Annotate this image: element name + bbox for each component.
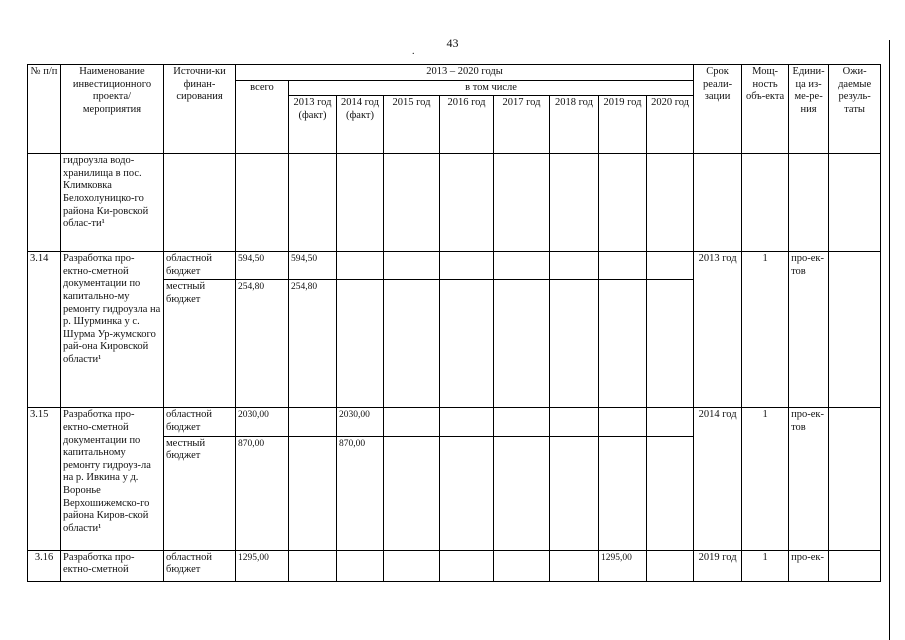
row-capacity: 1	[742, 252, 789, 408]
header-year-2015: 2015 год	[384, 96, 440, 154]
header-source: Источни-ки финан-сирования	[164, 65, 236, 154]
table-row	[28, 408, 881, 436]
row-value-2013	[289, 436, 337, 550]
row-capacity: 1	[742, 408, 789, 550]
header-year-2013: 2013 год (факт)	[289, 96, 337, 154]
row-name: Разработка про-ектно-сметной документации по капитальному ремонту гидроуз-ла на р. Ивкина у д. Воронье Верхошижемско-го района Киров-ской области¹	[61, 408, 164, 550]
continuation-name: гидроузла водо-хранилища в пос. Климковка Белохолуницко-го района Ки-ровской облас-ти¹	[61, 154, 164, 252]
row-value-2019: 1295,00	[599, 550, 647, 581]
row-source: областной бюджет	[164, 550, 236, 581]
header-num: № п/п	[28, 65, 61, 154]
row-source: областной бюджет	[164, 408, 236, 436]
table-row	[28, 252, 881, 280]
row-unit: про-ек-тов	[789, 408, 829, 550]
header-row-1	[28, 65, 881, 81]
header-year-2019: 2019 год	[599, 96, 647, 154]
row-source: местный бюджет	[164, 280, 236, 408]
row-num: 3.15	[28, 408, 61, 550]
header-year-2014: 2014 год (факт)	[337, 96, 384, 154]
header-years-span: 2013 – 2020 годы	[236, 65, 694, 81]
row-value-2014	[337, 280, 384, 408]
row-value-2013	[289, 408, 337, 436]
row-value-2014: 870,00	[337, 436, 384, 550]
row-source: областной бюджет	[164, 252, 236, 280]
row-results	[829, 408, 881, 550]
page-edge-line	[889, 40, 890, 640]
row-term: 2013 год	[694, 252, 742, 408]
row-num: 3.14	[28, 252, 61, 408]
row-source: местный бюджет	[164, 436, 236, 550]
header-year-2017: 2017 год	[494, 96, 550, 154]
row-results	[829, 550, 881, 581]
header-year-2016: 2016 год	[440, 96, 494, 154]
table-row	[28, 550, 881, 581]
header-capacity: Мощ-ность объ-екта	[742, 65, 789, 154]
investment-table	[27, 64, 881, 582]
row-term: 2019 год	[694, 550, 742, 581]
row-total: 254,80	[236, 280, 289, 408]
header-including: в том числе	[289, 80, 694, 96]
row-value-2014: 2030,00	[337, 408, 384, 436]
row-results	[829, 252, 881, 408]
scan-dot: .	[412, 46, 415, 57]
header-name: Наименование инвестиционного проекта/ мероприятия	[61, 65, 164, 154]
header-results: Ожи-даемые резуль-таты	[829, 65, 881, 154]
row-total: 870,00	[236, 436, 289, 550]
page-number: 43	[446, 36, 459, 50]
row-name: Разработка про-ектно-сметной	[61, 550, 164, 581]
header-term: Срок реали-зации	[694, 65, 742, 154]
row-total: 2030,00	[236, 408, 289, 436]
row-unit: про-ек-тов	[789, 252, 829, 408]
row-total: 1295,00	[236, 550, 289, 581]
header-total: всего	[236, 80, 289, 154]
row-num: 3.16	[28, 550, 61, 581]
row-unit: про-ек-	[789, 550, 829, 581]
row-term: 2014 год	[694, 408, 742, 550]
row-name: Разработка про-ектно-сметной документации по капитально-му ремонту гидроузла на р. Шурминка у с. Шурма Ур-жумского рай-она Кировской области¹	[61, 252, 164, 408]
header-year-2018: 2018 год	[550, 96, 599, 154]
header-year-2020: 2020 год	[647, 96, 694, 154]
header-unit: Едини-ца из-ме-ре-ния	[789, 65, 829, 154]
row-capacity: 1	[742, 550, 789, 581]
row-value-2014	[337, 252, 384, 280]
row-value-2013: 594,50	[289, 252, 337, 280]
continuation-row	[28, 154, 881, 252]
row-value-2013: 254,80	[289, 280, 337, 408]
row-total: 594,50	[236, 252, 289, 280]
